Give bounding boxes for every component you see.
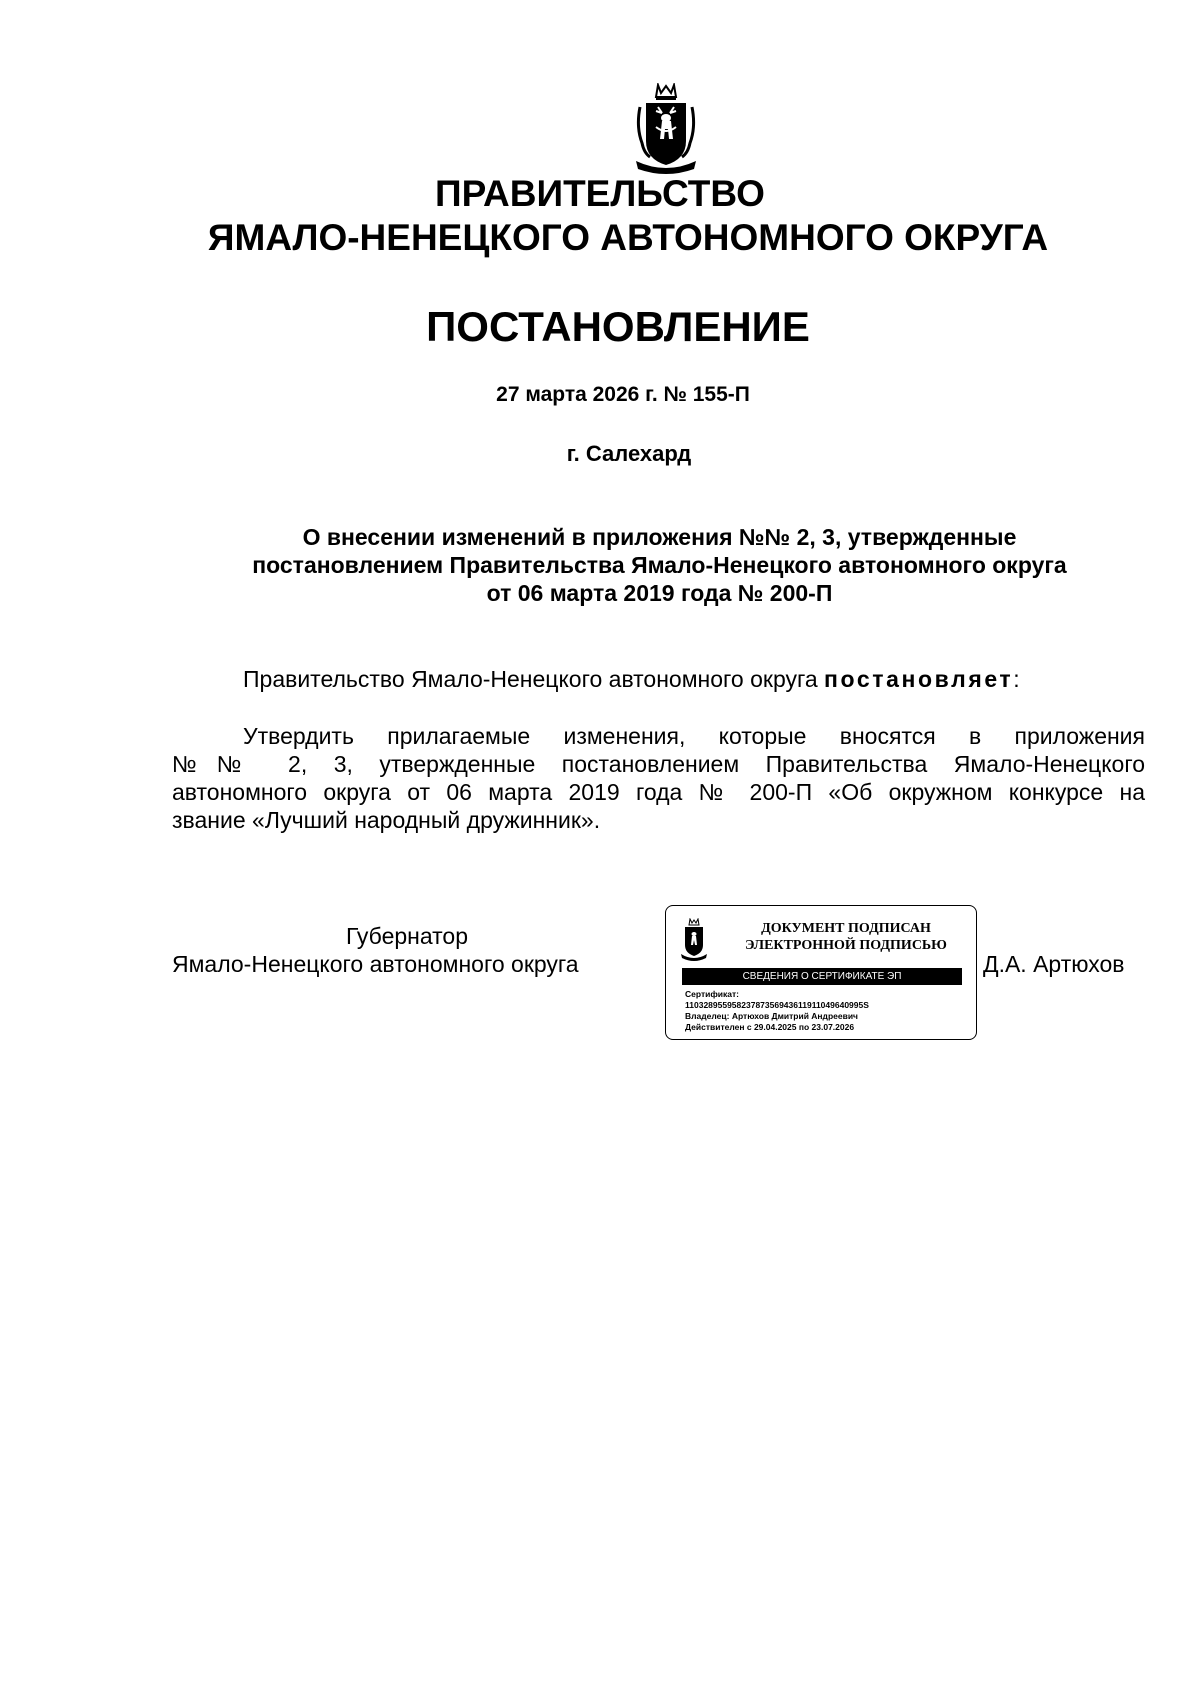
document-title-line: от 06 марта 2019 года № 200-П	[486, 580, 833, 606]
preamble-verb: постановляет	[824, 666, 1014, 692]
paragraph-line: Утвердить прилагаемые изменения, которые вносятся в приложения	[243, 723, 1145, 749]
certificate-owner: Владелец: Артюхов Дмитрий Андреевич	[685, 1011, 858, 1021]
document-title-line: О внесении изменений в приложения №№ 2, 3, утвержденные	[302, 524, 1017, 550]
stamp-coat-of-arms-icon	[679, 918, 709, 962]
preamble	[243, 665, 1020, 693]
signatory-block	[172, 922, 642, 978]
signatory-name: Д.А. Артюхов	[983, 951, 1125, 977]
coat-of-arms-icon	[632, 83, 700, 175]
preamble-colon: :	[1013, 666, 1020, 692]
document-title-line: постановлением Правительства Ямало-Ненецкого автономного округа	[252, 552, 1067, 578]
certificate-label: Сертификат:	[685, 989, 739, 999]
signatory-position: Губернатор	[345, 923, 469, 949]
preamble-text: Правительство Ямало-Ненецкого автономного округа	[243, 666, 825, 692]
certificate-number: 11032895595823787356943611911049640995S	[685, 1000, 869, 1010]
document-title	[172, 523, 1147, 607]
paragraph-line: №№ 2, 3, утвержденные постановлением Правительства Ямало-Ненецкого	[172, 751, 1145, 777]
stamp-certificate-bar: СВЕДЕНИЯ О СЕРТИФИКАТЕ ЭП	[682, 968, 962, 985]
paragraph-line: автономного округа от 06 марта 2019 года № 200-П «Об окружном конкурсе на	[172, 779, 1145, 805]
document-type-heading: ПОСТАНОВЛЕНИЕ	[426, 303, 810, 350]
signatory-region: Ямало-Ненецкого автономного округа	[172, 951, 579, 977]
stamp-heading-line: ЭЛЕКТРОННОЙ ПОДПИСЬЮ	[745, 938, 947, 953]
stamp-heading	[721, 920, 971, 954]
government-name-line2: ЯМАЛО-НЕНЕЦКОГО АВТОНОМНОГО ОКРУГА	[207, 217, 1049, 258]
government-name-line1: ПРАВИТЕЛЬСТВО	[435, 173, 765, 214]
paragraph-line: звание «Лучший народный дружинник».	[172, 807, 601, 833]
stamp-certificate-details	[685, 989, 869, 1033]
resolution-paragraph	[172, 722, 1145, 834]
electronic-signature-stamp	[665, 905, 977, 1040]
document-city: г. Салехард	[566, 441, 692, 466]
stamp-heading-line: ДОКУМЕНТ ПОДПИСАН	[761, 921, 931, 936]
certificate-validity: Действителен с 29.04.2025 по 23.07.2026	[685, 1022, 855, 1032]
document-date-number: 27 марта 2026 г. № 155-П	[496, 383, 750, 406]
